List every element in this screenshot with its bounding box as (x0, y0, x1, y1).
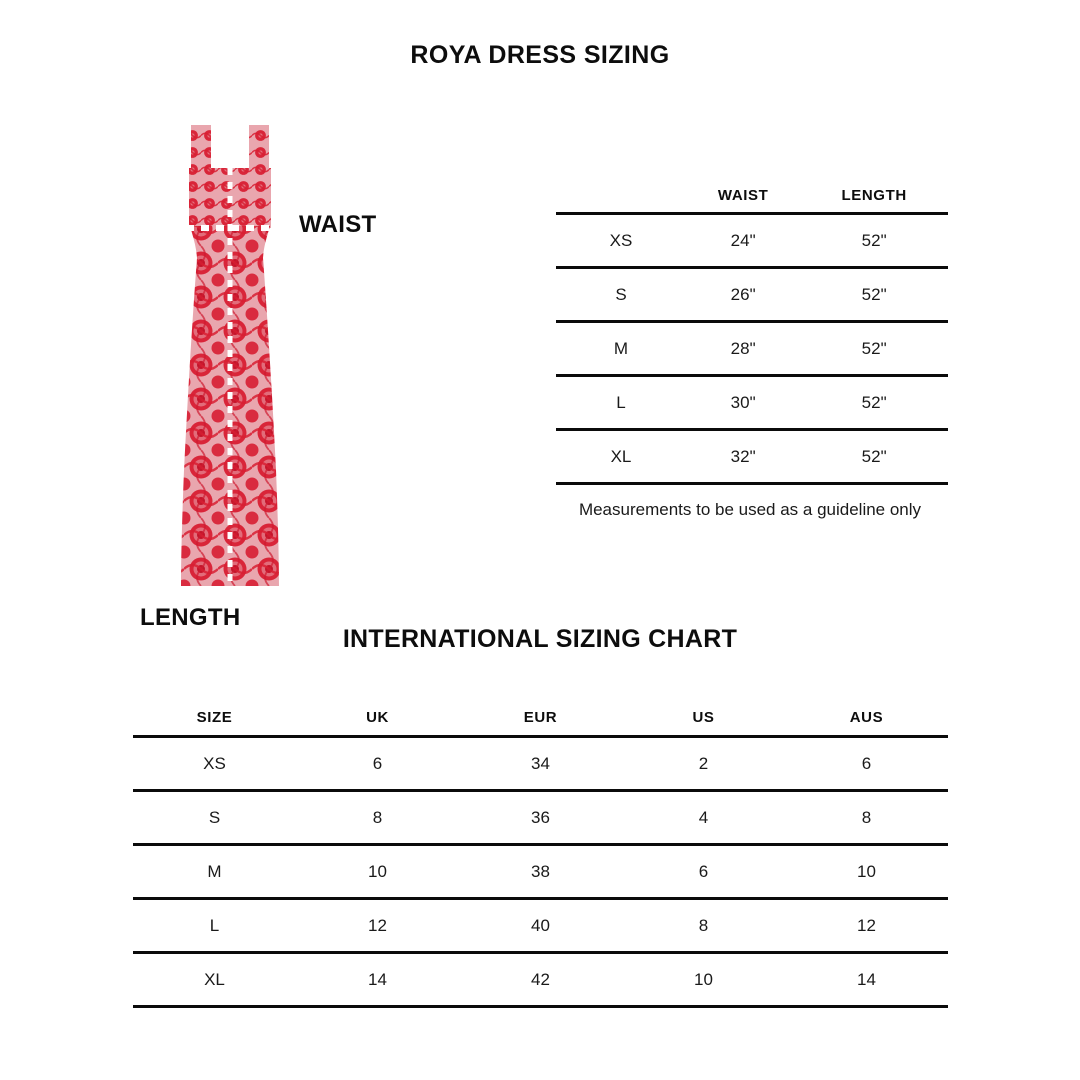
waist-label: WAIST (299, 211, 377, 238)
cell-uk: 8 (296, 791, 459, 845)
table-row (556, 214, 948, 268)
table-row (133, 737, 948, 791)
page-title: ROYA DRESS SIZING (410, 41, 670, 69)
cell-size: S (133, 791, 296, 845)
cell-waist: 24" (686, 214, 800, 268)
cell-waist: 30" (686, 376, 800, 430)
cell-size: XL (556, 430, 686, 484)
col-header-size (556, 178, 686, 214)
cell-length: 52" (800, 322, 948, 376)
cell-size: M (133, 845, 296, 899)
cell-size: XL (133, 953, 296, 1007)
cell-length: 52" (800, 268, 948, 322)
cell-aus: 8 (785, 791, 948, 845)
cell-eur: 38 (459, 845, 622, 899)
table-row (133, 953, 948, 1007)
length-label: LENGTH (140, 604, 241, 631)
cell-waist: 26" (686, 268, 800, 322)
table-row (133, 899, 948, 953)
dress-illustration (150, 110, 410, 630)
international-table-header (133, 700, 948, 737)
cell-size: L (133, 899, 296, 953)
table-row (556, 322, 948, 376)
table-row (556, 268, 948, 322)
cell-eur: 36 (459, 791, 622, 845)
col-header-eur: EUR (523, 709, 558, 726)
cell-length: 52" (800, 376, 948, 430)
section-title: INTERNATIONAL SIZING CHART (342, 625, 738, 653)
cell-eur: 42 (459, 953, 622, 1007)
table-header-row (133, 700, 948, 737)
col-header-size: SIZE (196, 709, 233, 726)
dress-bodice (180, 120, 290, 235)
cell-aus: 10 (785, 845, 948, 899)
cell-length: 52" (800, 430, 948, 484)
col-header-waist: WAIST (717, 186, 769, 204)
cell-us: 8 (622, 899, 785, 953)
cell-uk: 14 (296, 953, 459, 1007)
measurement-note: Measurements to be used as a guideline only (578, 500, 922, 519)
cell-length: 52" (800, 214, 948, 268)
cell-aus: 14 (785, 953, 948, 1007)
international-table-body (133, 737, 948, 1007)
measurement-table-header (556, 178, 948, 214)
table-row (133, 845, 948, 899)
cell-waist: 28" (686, 322, 800, 376)
col-header-length: LENGTH (841, 186, 907, 204)
cell-us: 4 (622, 791, 785, 845)
cell-uk: 10 (296, 845, 459, 899)
dress-lace-graphic (150, 110, 410, 630)
cell-uk: 12 (296, 899, 459, 953)
table-header-row (556, 178, 948, 214)
measurement-table (556, 178, 948, 485)
col-header-uk: UK (366, 709, 389, 726)
table-row (133, 791, 948, 845)
cell-size: XS (133, 737, 296, 791)
col-header-aus: AUS (849, 709, 884, 726)
cell-size: M (556, 322, 686, 376)
cell-eur: 40 (459, 899, 622, 953)
cell-aus: 12 (785, 899, 948, 953)
cell-us: 2 (622, 737, 785, 791)
cell-uk: 6 (296, 737, 459, 791)
cell-eur: 34 (459, 737, 622, 791)
cell-waist: 32" (686, 430, 800, 484)
cell-size: L (556, 376, 686, 430)
cell-us: 10 (622, 953, 785, 1007)
cell-size: XS (556, 214, 686, 268)
measurement-table-body (556, 214, 948, 484)
cell-size: S (556, 268, 686, 322)
cell-us: 6 (622, 845, 785, 899)
table-row (556, 376, 948, 430)
cell-aus: 6 (785, 737, 948, 791)
col-header-us: US (692, 709, 715, 726)
international-sizing-table (133, 700, 948, 1008)
table-row (556, 430, 948, 484)
